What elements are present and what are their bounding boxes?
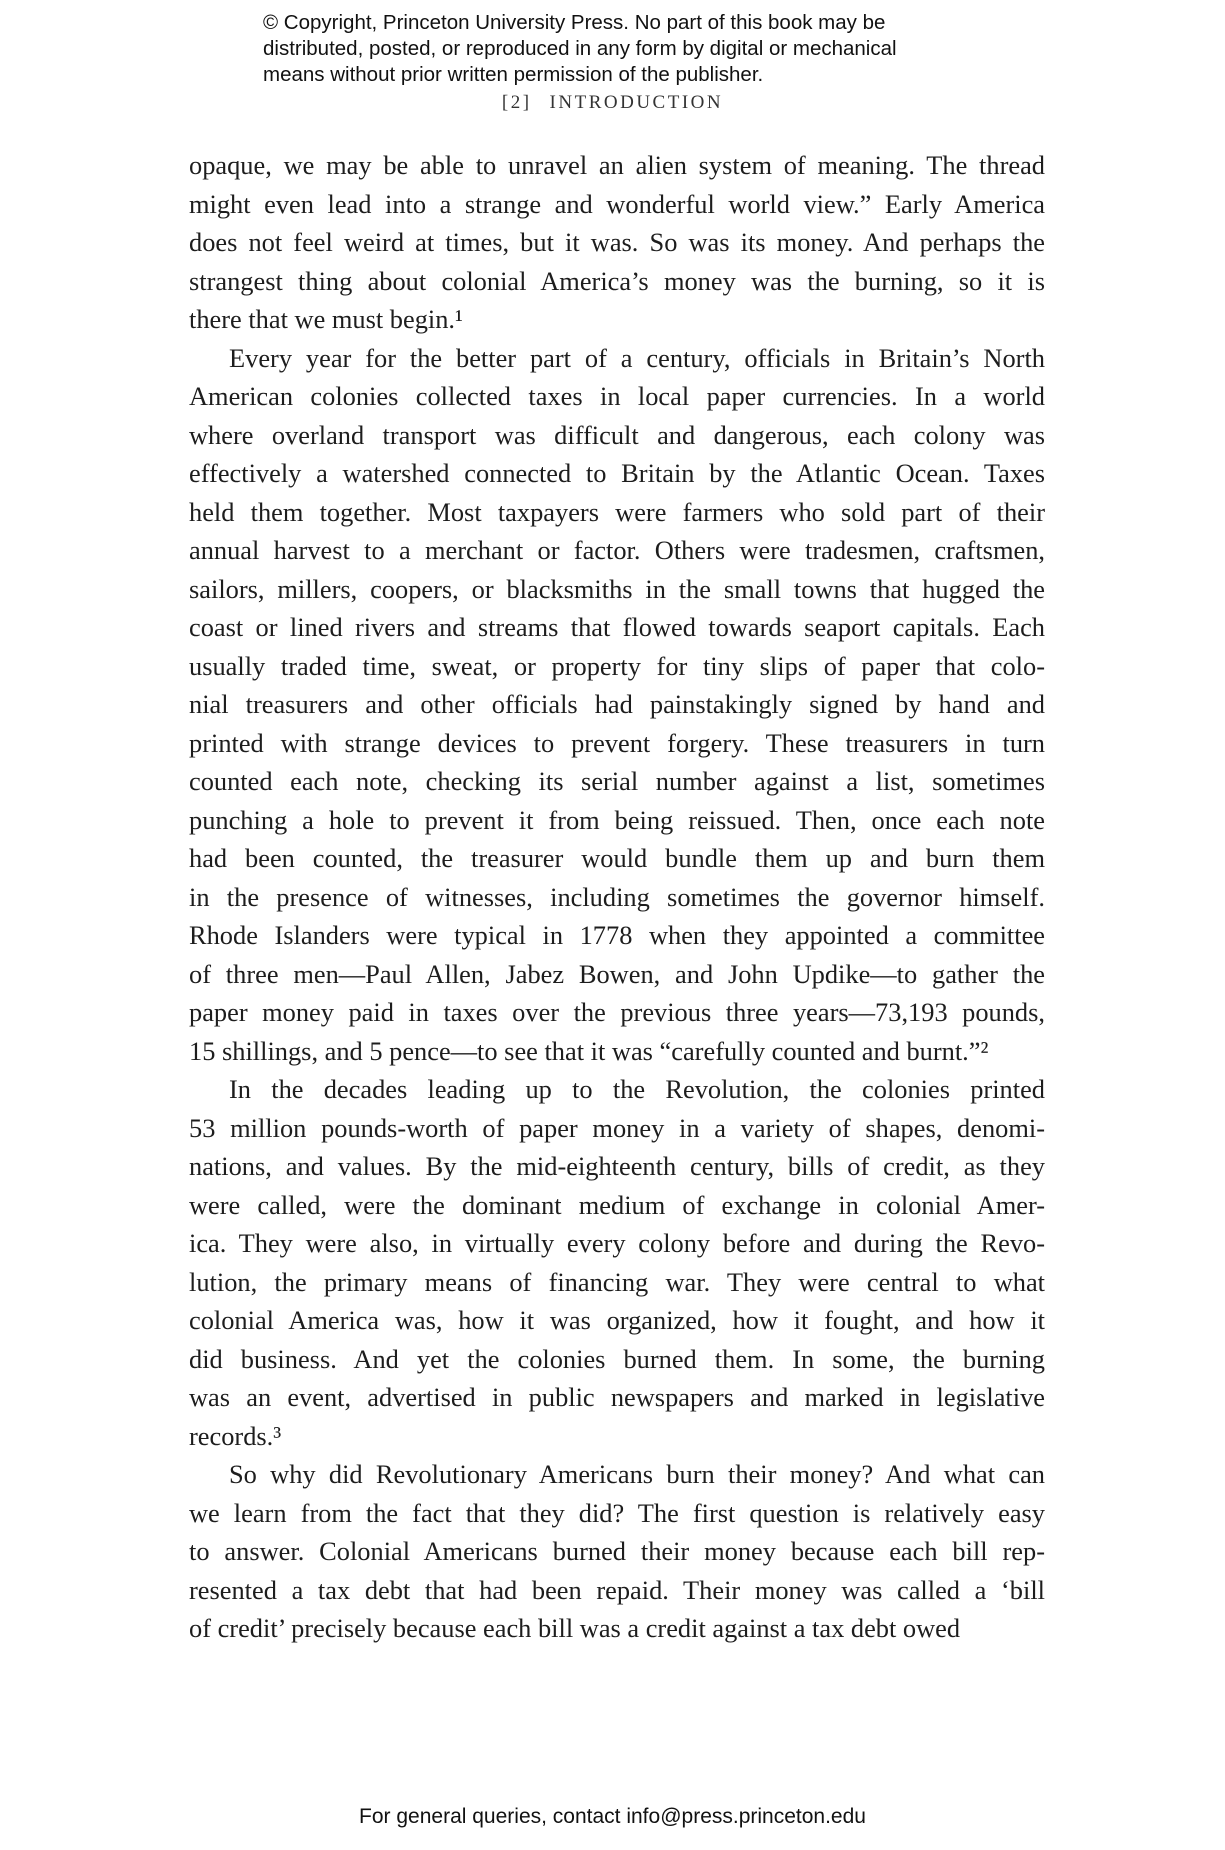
text-line: held them together. Most taxpayers were farmers who sold part of their xyxy=(189,496,1045,527)
text-line: opaque, we may be able to unravel an alien system of meaning. The thread xyxy=(189,150,1045,180)
paragraph xyxy=(189,1070,1045,1455)
section-title: INTRODUCTION xyxy=(549,92,724,113)
text-line: does not feel weird at times, but it was. So was its money. And perhaps the xyxy=(189,227,1045,257)
page-number: [2] xyxy=(501,92,532,113)
copyright-line: © Copyright, Princeton University Press. No part of this book may be xyxy=(263,11,886,34)
text-line: ica. They were also, in virtually every colony before and during the Revo- xyxy=(189,1228,1045,1258)
text-line: nations, and values. By the mid-eighteenth century, bills of credit, as they xyxy=(189,1151,1045,1181)
text-line: resented a tax debt that had been repaid. Their money was called a ‘bill xyxy=(189,1574,1045,1605)
text-line: colonial America was, how it was organized, how it fought, and how it xyxy=(189,1305,1045,1335)
text-line: paper money paid in taxes over the previous three years—73,193 pounds, xyxy=(189,997,1045,1027)
text-line: records.³ xyxy=(189,1420,282,1451)
text-line: 53 million pounds-worth of paper money in a variety of shapes, denomi- xyxy=(189,1112,1045,1143)
text-line: coast or lined rivers and streams that flowed towards seaport capitals. Each xyxy=(189,612,1045,642)
text-line: where overland transport was difficult and dangerous, each colony was xyxy=(189,419,1045,450)
text-line: American colonies collected taxes in local paper currencies. In a world xyxy=(189,381,1045,411)
copyright-line: means without prior written permission of the publisher. xyxy=(263,63,764,86)
text-line: In the decades leading up to the Revolution, the colonies printed xyxy=(229,1074,1045,1104)
footer-contact: For general queries, contact info@press.princeton.edu xyxy=(359,1805,866,1828)
text-line: counted each note, checking its serial number against a list, sometimes xyxy=(189,766,1045,796)
text-line: of credit’ precisely because each bill was a credit against a tax debt owed xyxy=(189,1613,961,1643)
text-line: strangest thing about colonial America’s money was the burning, so it is xyxy=(189,265,1045,296)
text-line: there that we must begin.¹ xyxy=(189,304,463,334)
text-line: Rhode Islanders were typical in 1778 when they appointed a committee xyxy=(189,920,1045,950)
text-line: was an event, advertised in public newspapers and marked in legislative xyxy=(189,1382,1045,1412)
text-line: of three men—Paul Allen, Jabez Bowen, and John Updike—to gather the xyxy=(189,958,1045,989)
text-line: were called, were the dominant medium of exchange in colonial Amer- xyxy=(189,1189,1045,1220)
text-line: effectively a watershed connected to Britain by the Atlantic Ocean. Taxes xyxy=(189,458,1045,488)
text-line: did business. And yet the colonies burned them. In some, the burning xyxy=(189,1343,1045,1374)
copyright-line: distributed, posted, or reproduced in any form by digital or mechanical xyxy=(263,37,897,60)
text-line: had been counted, the treasurer would bundle them up and burn them xyxy=(189,843,1045,873)
text-line: punching a hole to prevent it from being reissued. Then, once each note xyxy=(189,804,1045,835)
paragraph xyxy=(189,1455,1045,1648)
paragraph xyxy=(189,146,1045,339)
text-line: So why did Revolutionary Americans burn their money? And what can xyxy=(229,1459,1045,1489)
text-line: annual harvest to a merchant or factor. Others were tradesmen, craftsmen, xyxy=(189,535,1045,565)
text-line: printed with strange devices to prevent forgery. These treasurers in turn xyxy=(189,727,1045,758)
body-text xyxy=(189,146,1045,1648)
text-line: we learn from the fact that they did? The first question is relatively easy xyxy=(189,1497,1045,1528)
text-line: usually traded time, sweat, or property for tiny slips of paper that colo- xyxy=(189,650,1045,681)
running-head xyxy=(0,92,1225,114)
text-line: Every year for the better part of a century, officials in Britain’s North xyxy=(229,342,1045,373)
copyright-notice xyxy=(263,10,963,88)
text-line: lution, the primary means of financing war. They were central to what xyxy=(189,1266,1045,1297)
paragraph xyxy=(189,339,1045,1071)
text-line: might even lead into a strange and wonderful world view.” Early America xyxy=(189,188,1045,219)
text-line: to answer. Colonial Americans burned their money because each bill rep- xyxy=(189,1536,1045,1566)
text-line: sailors, millers, coopers, or blacksmiths in the small towns that hugged the xyxy=(189,573,1045,604)
text-line: 15 shillings, and 5 pence—to see that it was “carefully counted and burnt.”² xyxy=(189,1035,989,1066)
text-line: nial treasurers and other officials had painstakingly signed by hand and xyxy=(189,689,1045,719)
text-line: in the presence of witnesses, including sometimes the governor himself. xyxy=(189,881,1045,912)
